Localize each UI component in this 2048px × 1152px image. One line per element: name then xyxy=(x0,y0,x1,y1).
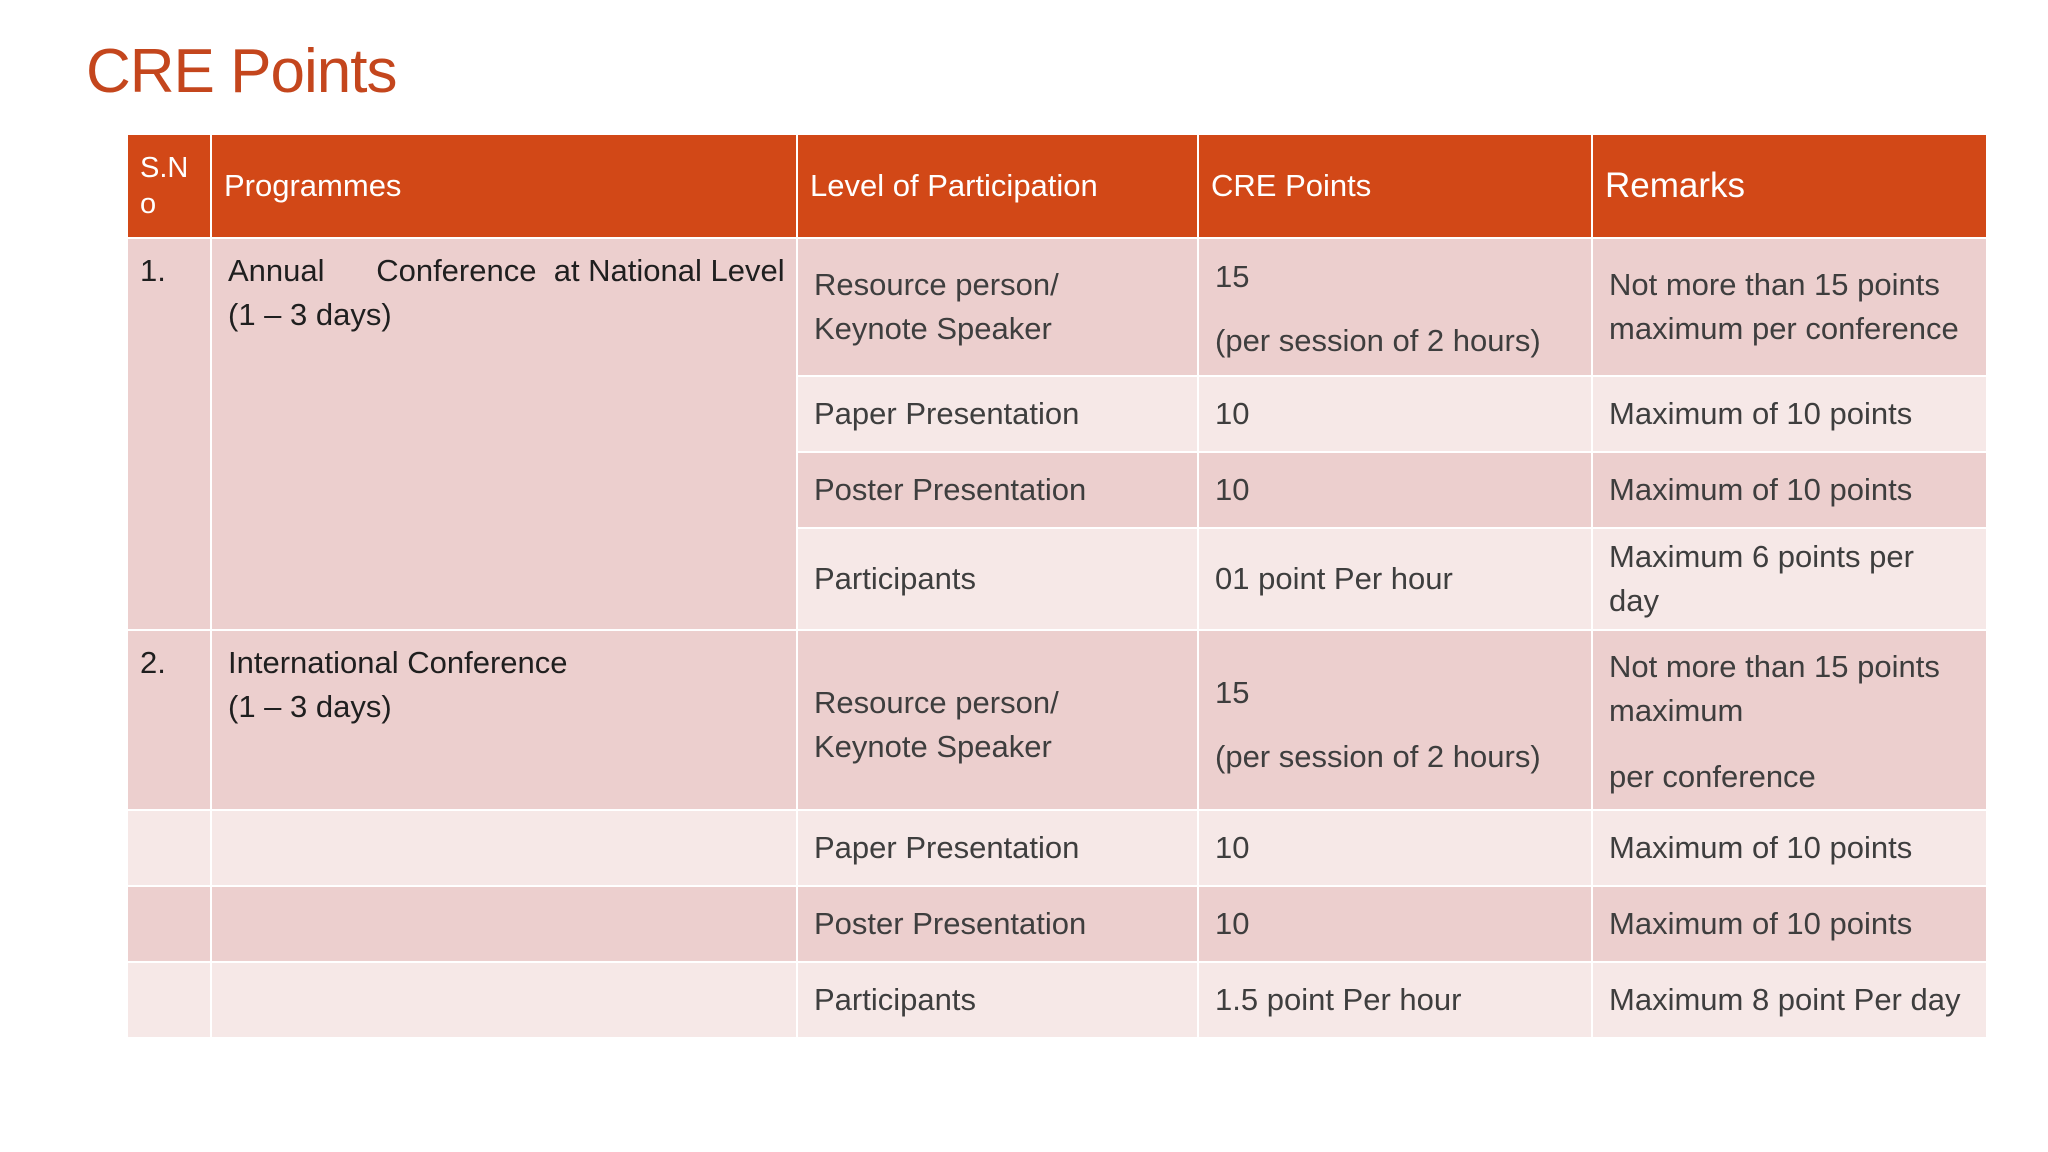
remarks-cell: Maximum of 10 points xyxy=(1592,376,1987,452)
remarks-cell: Maximum of 10 points xyxy=(1592,810,1987,886)
empty-sno-cell xyxy=(127,886,211,962)
row-number: 1. xyxy=(127,238,211,630)
level-cell: Participants xyxy=(797,962,1198,1038)
level-cell: Paper Presentation xyxy=(797,810,1198,886)
empty-programme-cell xyxy=(211,886,797,962)
programme-duration: (1 – 3 days) xyxy=(228,297,392,333)
remarks-cell: Maximum of 10 points xyxy=(1592,886,1987,962)
empty-sno-cell xyxy=(127,962,211,1038)
table-row xyxy=(127,630,1987,810)
header-programmes: Programmes xyxy=(211,134,797,238)
table-row xyxy=(127,238,1987,376)
header-remarks: Remarks xyxy=(1592,134,1987,238)
remarks-cell: Maximum 8 point Per day xyxy=(1592,962,1987,1038)
programme-cell xyxy=(211,238,797,630)
programme-name: Annual Conference at National Level xyxy=(228,253,785,288)
level-cell: Poster Presentation xyxy=(797,886,1198,962)
level-cell xyxy=(797,238,1198,376)
points-cell: 10 xyxy=(1198,886,1592,962)
level-text: Resource person/ Keynote Speaker xyxy=(814,685,1059,765)
remarks-cell xyxy=(1592,238,1987,376)
cre-points-table xyxy=(126,133,1988,1039)
header-sno: S.No xyxy=(127,134,211,238)
table-row xyxy=(127,962,1987,1038)
level-text: Resource person/ Keynote Speaker xyxy=(814,267,1059,347)
row-number: 2. xyxy=(127,630,211,810)
header-level: Level of Participation xyxy=(797,134,1198,238)
programme-name: International Conference xyxy=(228,645,568,681)
remarks-text: Not more than 15 points maximum per conference xyxy=(1609,267,1959,347)
table-header-row xyxy=(127,134,1987,238)
level-cell: Participants xyxy=(797,528,1198,630)
points-cell: 01 point Per hour xyxy=(1198,528,1592,630)
points-cell: 10 xyxy=(1198,810,1592,886)
remarks-text: Not more than 15 points maximum xyxy=(1609,649,1940,729)
remarks-cell xyxy=(1592,630,1987,810)
slide-title: CRE Points xyxy=(86,37,397,106)
programme-cell xyxy=(211,630,797,810)
points-note: (per session of 2 hours) xyxy=(1215,323,1541,359)
remarks-text-continued: per conference xyxy=(1609,759,1816,795)
remarks-cell: Maximum of 10 points xyxy=(1592,452,1987,528)
points-cell: 10 xyxy=(1198,452,1592,528)
points-cell xyxy=(1198,238,1592,376)
table-row xyxy=(127,886,1987,962)
empty-sno-cell xyxy=(127,810,211,886)
points-value: 15 xyxy=(1215,675,1250,711)
points-note: (per session of 2 hours) xyxy=(1215,739,1541,775)
empty-programme-cell xyxy=(211,962,797,1038)
points-cell: 10 xyxy=(1198,376,1592,452)
points-cell: 1.5 point Per hour xyxy=(1198,962,1592,1038)
points-cell xyxy=(1198,630,1592,810)
level-cell: Paper Presentation xyxy=(797,376,1198,452)
level-cell xyxy=(797,630,1198,810)
table-row xyxy=(127,810,1987,886)
points-value: 15 xyxy=(1215,259,1250,294)
programme-duration: (1 – 3 days) xyxy=(228,689,392,725)
empty-programme-cell xyxy=(211,810,797,886)
level-cell: Poster Presentation xyxy=(797,452,1198,528)
header-cre-points: CRE Points xyxy=(1198,134,1592,238)
remarks-cell: Maximum 6 points per day xyxy=(1592,528,1987,630)
